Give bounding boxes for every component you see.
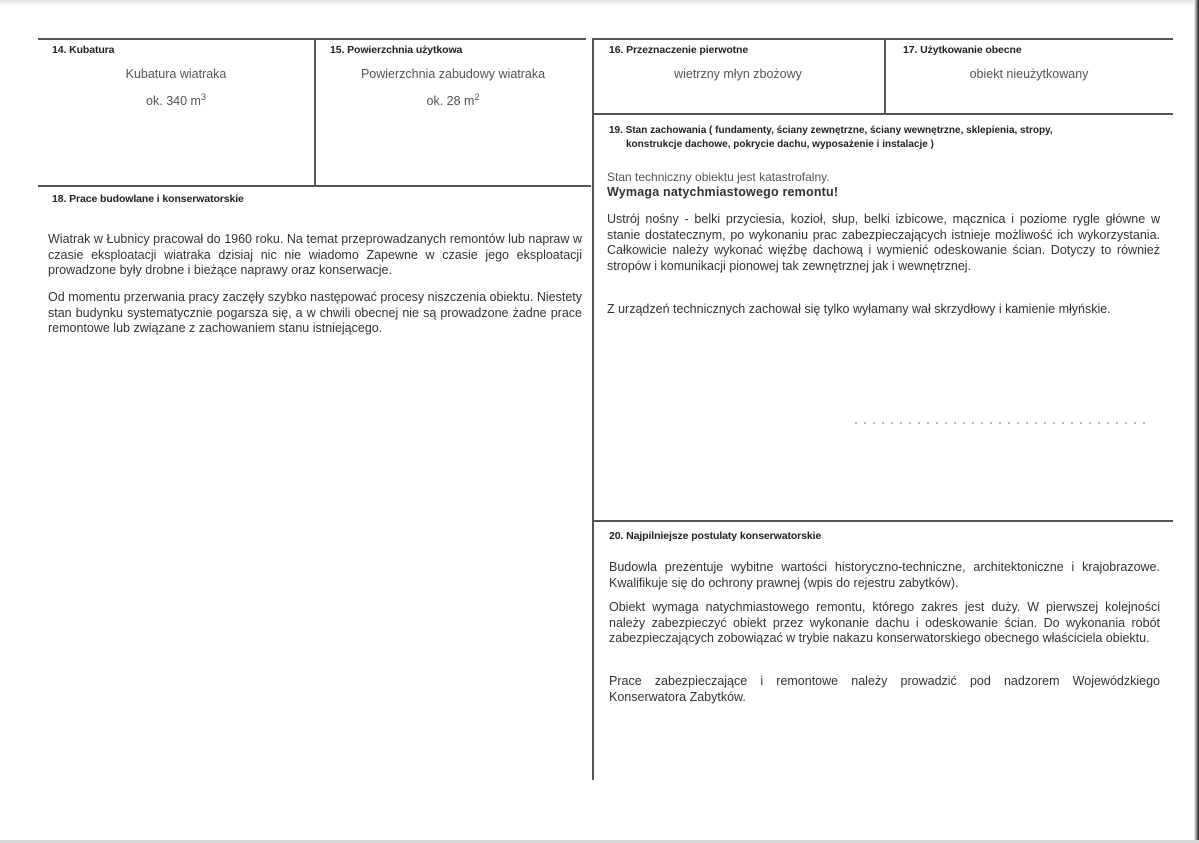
faint-dotted-line — [855, 422, 1145, 424]
field-20-header: 20. Najpilniejsze postulaty konserwatorskie — [609, 530, 822, 542]
field-19-paragraph-1: Ustrój nośny - belki przyciesia, kozioł, słup, belki izbicowe, mącznica i poziome rygle główne w stanie dostatecznym, po wykonaniu prac zabezpieczających istnieje możliwość ich wykorzystania. Całkowicie należy wykonać więźbę dachową i wymienić odeskowanie ścian. Dotyczy to również stropów i komunikacji pionowej tak zewnętrznej jak i wewnętrznej. — [607, 212, 1160, 273]
field-14-value — [40, 92, 312, 108]
field-17-value: obiekt nieużytkowany — [969, 67, 1089, 81]
field-15-value — [316, 92, 590, 108]
field-16-value: wietrzny młyn zbożowy — [674, 67, 802, 81]
field-14-label: Kubatura wiatraka — [125, 67, 227, 81]
scan-right-edge — [1194, 0, 1199, 843]
top-rule-left — [38, 38, 586, 40]
field-14-unit-exponent: 3 — [200, 92, 206, 102]
field-14-header: 14. Kubatura — [52, 44, 115, 56]
scan-top-edge — [0, 0, 1199, 6]
center-divider — [592, 38, 594, 780]
top-rule-right — [593, 38, 1173, 40]
field-15-unit-exponent: 2 — [474, 92, 480, 102]
field-19-header: 19. Stan zachowania ( fundamenty, ściany zewnętrzne, ściany wewnętrzne, sklepienia, stropy, — [609, 125, 1053, 136]
field-15-value-text: ok. 28 m — [426, 94, 475, 109]
divider-14-15 — [314, 38, 316, 186]
field-19-status-emphasis: Wymaga natychmiastowego remontu! — [607, 185, 839, 199]
field-19-paragraph-2: Z urządzeń technicznych zachował się tylko wyłamany wał skrzydłowy i kamienie młyńskie. — [607, 302, 1111, 316]
field-20-paragraph-2: Obiekt wymaga natychmiastowego remontu, którego zakres jest duży. W pierwszej kolejności należy zabezpieczyć obiekt przez wykonanie dachu i odeskowanie ścian. Do wykonania robót zabezpieczających zobowiązać w trybie nakazu konserwatorskiego obecnego właściciela obiektu. — [609, 600, 1160, 645]
field-18-header: 18. Prace budowlane i konserwatorskie — [52, 193, 244, 205]
field-15-header: 15. Powierzchnia użytkowa — [330, 44, 463, 56]
field-17-header: 17. Użytkowanie obecne — [903, 44, 1022, 56]
rule-above-20 — [593, 520, 1173, 522]
field-20-paragraph-1: Budowla prezentuje wybitne wartości historyczno-techniczne, architektoniczne i krajobrazowe. Kwalifikuje się do ochrony prawnej (wpis do rejestru zabytków). — [609, 560, 1160, 590]
field-20-paragraph-3: Prace zabezpieczające i remontowe należy prowadzić pod nadzorem Wojewódzkiego Konserwatora Zabytków. — [609, 674, 1160, 704]
rule-above-18 — [38, 185, 591, 187]
field-18-paragraph-1: Wiatrak w Łubnicy pracował do 1960 roku. Na temat przeprowadzanych remontów lub napraw w czasie eksploatacji wiatraka dzisiaj nic nie wiadomo Zapewne w czasie jego eksploatacji prowadzone były drobne i bieżące naprawy oraz konserwacje. — [48, 232, 582, 277]
field-16-header: 16. Przeznaczenie pierwotne — [609, 44, 749, 56]
field-15-label: Powierzchnia zabudowy wiatraka — [360, 67, 546, 81]
rule-below-16-17 — [593, 113, 1173, 115]
field-18-paragraph-2: Od momentu przerwania pracy zaczęły szybko następować procesy niszczenia obiektu. Niestety stan budynku systematycznie pogarsza się, a w chwili obecnej nie są prowadzone żadne prace remontowe lub związane z zachowaniem stanu istniejącego. — [48, 290, 582, 335]
field-19-status: Stan techniczny obiektu jest katastrofalny. — [607, 170, 830, 184]
field-14-value-text: ok. 340 m — [146, 94, 201, 109]
field-19-header-continuation: konstrukcje dachowe, pokrycie dachu, wyposażenie i instalacje ) — [626, 139, 934, 150]
